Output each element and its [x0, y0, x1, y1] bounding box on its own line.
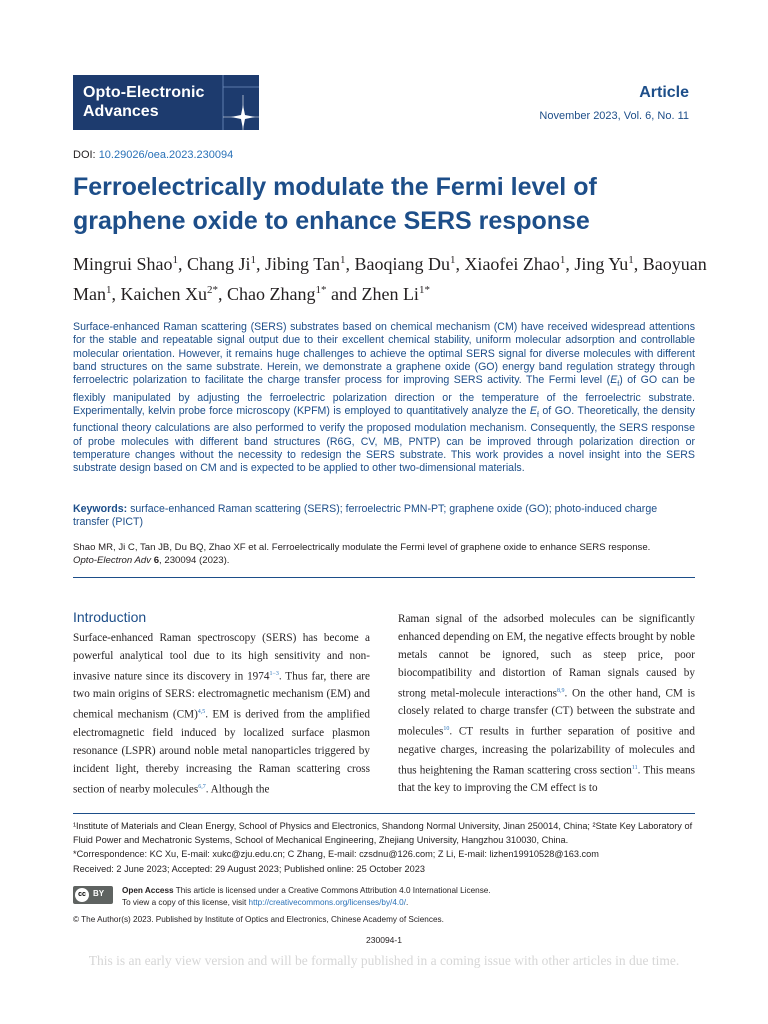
keywords [73, 503, 695, 530]
author-name: Kaichen Xu [120, 284, 207, 304]
reference-link[interactable]: 11 [631, 764, 638, 771]
author-separator: and [326, 284, 362, 304]
body-text: . This means that the key to improving the CM effect is to [398, 764, 695, 795]
author-separator: , [633, 254, 643, 274]
body-column-left [73, 630, 370, 799]
doi-label: DOI: [73, 149, 96, 161]
by-label: BY [93, 889, 105, 898]
license-line: This article is licensed under a Creative Commons Attribution 4.0 International License. [173, 886, 491, 895]
copyright: © The Author(s) 2023. Published by Institute of Optics and Electronics, Chinese Academy of Sciences. [73, 915, 444, 924]
author-name: Baoqiang Du [354, 254, 450, 274]
author-separator: , [455, 254, 465, 274]
doi-link[interactable]: 10.29026/oea.2023.230094 [98, 149, 234, 161]
fermi-symbol: E [529, 404, 537, 417]
issue-info: November 2023, Vol. 6, No. 11 [539, 110, 689, 122]
license-text [122, 885, 692, 909]
author-affiliation: 1 [106, 284, 112, 296]
author-separator: , [217, 284, 227, 304]
journal-name-line2: Advances [83, 103, 159, 120]
body-text: Surface-enhanced Raman spectroscopy (SERS) has become a powerful analytical tool due to its high sensitivity and non-invasive nature since its discovery in 1974 [73, 632, 370, 683]
author-list [73, 247, 713, 307]
author-name: Zhen Li [361, 284, 419, 304]
abstract [73, 321, 695, 475]
journal-logo [73, 75, 259, 130]
abstract-text-3: of GO. Theoretically, the density functional theory calculations are also performed to verify the proposed modulation mechanism. Consequently, the SERS response of probe molecules with different band structures (R6G, CV, MB, PNTP) can be improved through polarization direction or temperature changes without the necessity to redesign the SERS substrate. This work provides a novel insight into the SERS substrate design based on CM and is expected to be applied to other two-dimensional materials. [73, 404, 695, 475]
body-text: . On the other hand, CM is closely related to charge transfer (CT) between the substrate and molecules [398, 687, 695, 738]
author-separator: , [345, 254, 355, 274]
author-separator: , [565, 254, 575, 274]
author-name: Chao Zhang [226, 284, 316, 304]
fermi-symbol: E [610, 374, 618, 387]
citation-rest: , 230094 (2023). [159, 555, 230, 566]
citation-journal: Opto-Electron Adv [73, 555, 152, 566]
citation-volume: 6 [151, 555, 160, 566]
reference-link[interactable]: 8,9 [557, 687, 565, 694]
body-text: . CT results in further separation of positive and negative charges, increasing the polarizability of molecules and thus heightening the Raman scattering cross section [398, 725, 695, 777]
author-name: Baoyuan Man [73, 254, 707, 304]
author-affiliation: 1* [418, 284, 430, 296]
dates: Received: 2 June 2023; Accepted: 29 August 2023; Published online: 25 October 2023 [73, 863, 425, 874]
reference-link[interactable]: 10 [443, 726, 450, 733]
correspondence: *Correspondence: KC Xu, E-mail: xukc@zju.edu.cn; C Zhang, E-mail: czsdnu@126.com; Z Li, E-mail: lizhen19910528@163.com [73, 849, 599, 860]
author-name: Mingrui Shao [73, 254, 173, 274]
author-affiliation: 1 [172, 254, 179, 266]
author-name: Jing Yu [574, 254, 629, 274]
author-name: Xiaofei Zhao [464, 254, 560, 274]
reference-link[interactable]: 6,7 [198, 783, 206, 790]
author-name: Chang Ji [187, 254, 251, 274]
body-text: Raman signal of the adsorbed molecules can be significantly enhanced depending on EM, the negative effects brought by noble metals cannot be ignored, such as steep price, poor biocompatibility and distortion of Raman signals caused by strong metal-molecule interactions [398, 613, 695, 700]
author-affiliation: 1 [339, 254, 346, 266]
license-link[interactable]: http://creativecommons.org/licenses/by/4.0/ [248, 898, 406, 907]
author-separator: , [111, 284, 121, 304]
citation-line: Shao MR, Ji C, Tan JB, Du BQ, Zhao XF et al. Ferroelectrically modulate the Fermi level of graphene oxide to enhance SERS response. [73, 542, 651, 553]
cc-by-badge[interactable] [73, 886, 113, 904]
article-title: Ferroelectrically modulate the Fermi level of graphene oxide to enhance SERS response [73, 173, 597, 235]
early-view-notice: This is an early view version and will be formally published in a coming issue with other articles in due time. [88, 953, 680, 968]
keywords-text: surface-enhanced Raman scattering (SERS); ferroelectric PMN-PT; graphene oxide (GO); photo-induced charge transfer (PICT) [73, 503, 658, 529]
body-column-right [398, 611, 695, 798]
section-title: Introduction [73, 609, 147, 625]
abstract-text-1: Surface-enhanced Raman scattering (SERS) substrates based on chemical mechanism (CM) have received widespread attentions for the stable and repeatable signal output due to their excellent chemical stability, uniform molecular adsorption and controllable molecular orientation. However, it remains huge challenges to achieve the optimal SERS signal for diverse molecules with different band structures on the same substrate. Herein, we demonstrate a graphene oxide (GO) energy band regulation strategy through ferroelectric polarization to facilitate the charge transfer process for improving SERS activity. The Fermi level ( [73, 321, 695, 387]
author-affiliation: 1 [628, 254, 634, 266]
footnotes [73, 819, 695, 876]
license-line: To view a copy of this license, visit [122, 898, 249, 907]
fermi-subscript: f [617, 381, 620, 389]
article-type: Article [639, 84, 689, 101]
body-text: . Thus far, there are two main origins of SERS: electromagnetic mechanism (EM) and chemical mechanism (CM) [73, 670, 371, 722]
author-affiliation: 2* [206, 284, 218, 296]
divider [73, 813, 695, 814]
author-affiliation: 1 [250, 254, 257, 266]
author-name: Jibing Tan [265, 254, 340, 274]
author-affiliation: 1 [449, 254, 456, 266]
abstract-text-2: ) of GO can be flexibly manipulated by adjusting the ferroelectric polarization direction or the temperature of the ferroelectric substrate. Experimentally, kelvin probe force microscopy (KPFM) is employed to quantitatively analyze the [73, 374, 696, 417]
body-text: . EM is derived from the amplified electromagnetic field induced by localized surface plasmon resonance (LSPR) around noble metal nanoparticles triggered by incident light, thereby increasing the Raman scattering cross section of nearby molecules [73, 709, 370, 796]
author-affiliation: 1 [559, 254, 566, 266]
reference-link[interactable]: 4,5 [197, 709, 206, 716]
journal-name-line1: Opto-Electronic [83, 84, 205, 101]
divider [73, 577, 695, 578]
author-affiliation: 1* [315, 284, 327, 296]
author-separator: , [178, 254, 188, 274]
citation [73, 541, 695, 567]
license-end: . [405, 898, 409, 907]
fermi-subscript: f [536, 412, 539, 419]
cc-icon: cc [75, 888, 89, 902]
author-separator: , [256, 254, 266, 274]
body-text: . Although the [205, 783, 270, 796]
open-access-label: Open Access [122, 886, 174, 895]
keywords-label: Keywords: [73, 503, 128, 515]
doi [73, 149, 233, 161]
affiliations: ¹Institute of Materials and Clean Energy, School of Physics and Electronics, Shandong Normal University, Jinan 250014, China; ²State Key Laboratory of Fluid Power and Mechatronic Systems, School of Mechanical Engineering, Zhejiang University, Hangzhou 310030, China. [73, 821, 693, 846]
reference-link[interactable]: 1−3 [269, 670, 279, 677]
page-number: 230094-1 [366, 935, 402, 945]
